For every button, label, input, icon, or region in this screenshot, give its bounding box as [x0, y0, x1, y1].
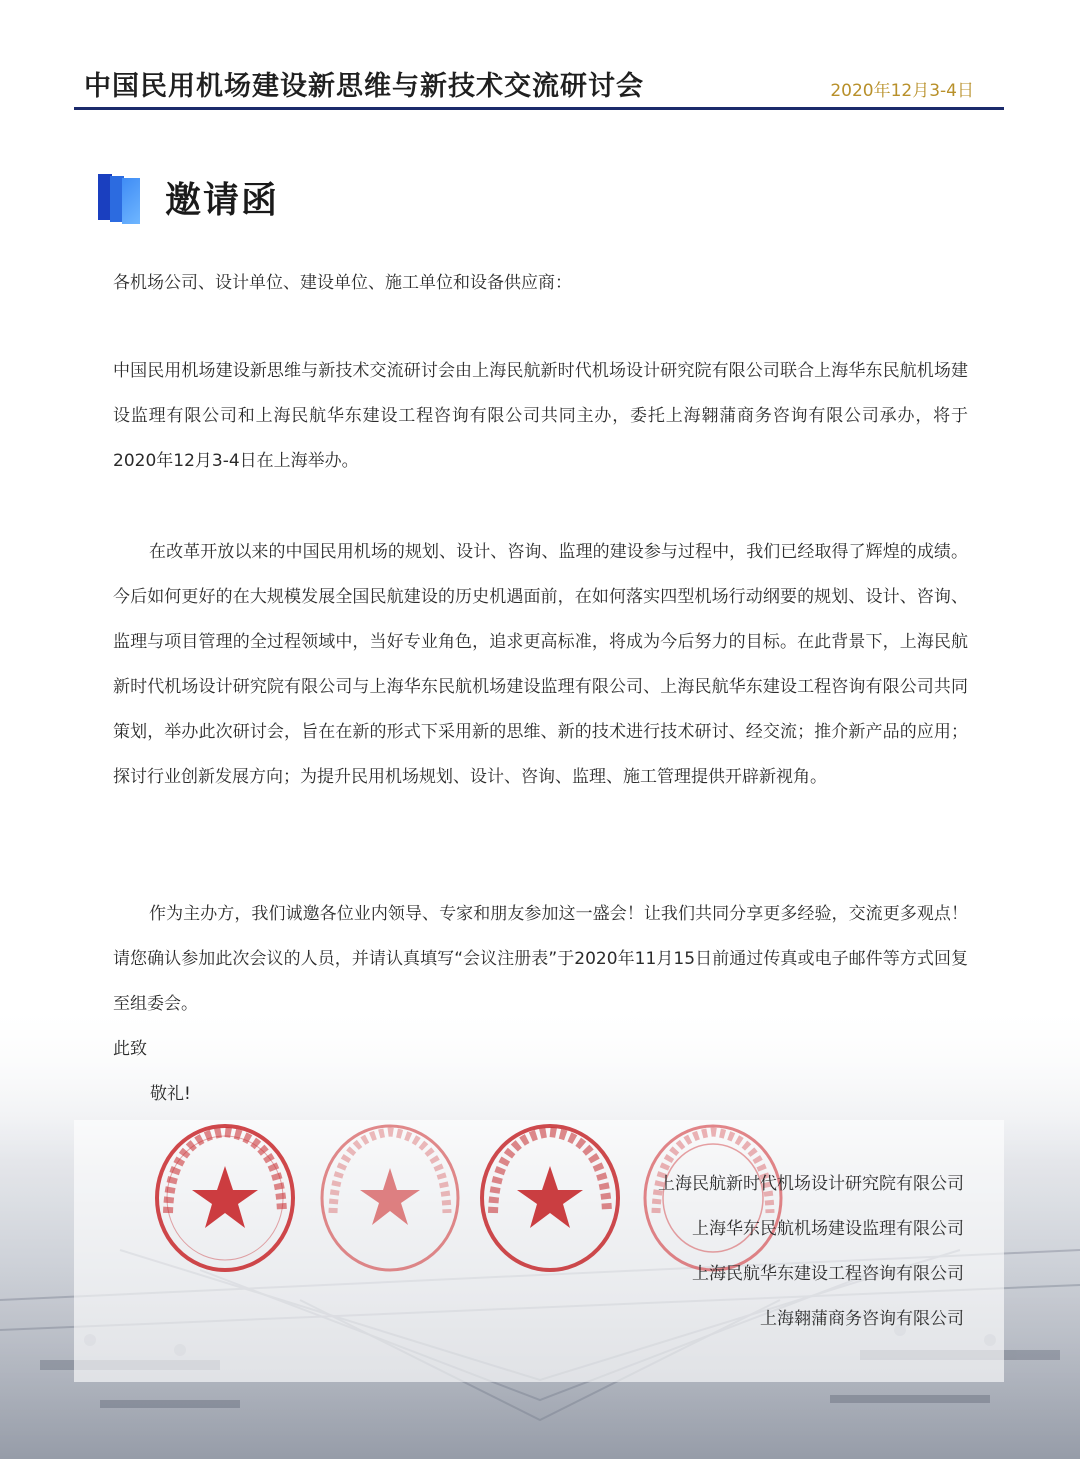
conference-date: 2020年12月3-4日: [830, 81, 974, 101]
closing-line-2: 敬礼!: [150, 1084, 191, 1104]
organizer-2: 上海华东民航机场建设监理有限公司: [692, 1219, 964, 1239]
seal-2-icon: [315, 1118, 465, 1278]
paragraph-1: 中国民用机场建设新思维与新技术交流研讨会由上海民航新时代机场设计研究院有限公司联合上海华东民航机场建设监理有限公司和上海民航华东建设工程咨询有限公司共同主办，委托上海翱蒲商务咨询有限公司承办，将于2020年12月3-4日在上海举办。: [113, 361, 968, 471]
organizer-1: 上海民航新时代机场设计研究院有限公司: [658, 1174, 964, 1194]
organizer-4: 上海翱蒲商务咨询有限公司: [760, 1309, 964, 1329]
conference-title: 中国民用机场建设新思维与新技术交流研讨会: [84, 71, 644, 102]
paragraph-3: 作为主办方，我们诚邀各位业内领导、专家和朋友参加这一盛会！让我们共同分享更多经验，交流更多观点！请您确认参加此次会议的人员，并请认真填写“会议注册表”于2020年11月15日前通过传真或电子邮件等方式回复至组委会。: [113, 904, 968, 1014]
title-decoration-icon: [98, 172, 150, 222]
closing-line-1: 此致: [113, 1039, 147, 1059]
paragraph-2: 在改革开放以来的中国民用机场的规划、设计、咨询、监理的建设参与过程中，我们已经取得了辉煌的成绩。今后如何更好的在大规模发展全国民航建设的历史机遇面前，在如何落实四型机场行动纲要的规划、设计、咨询、监理与项目管理的全过程领域中，当好专业角色，追求更高标准，将成为今后努力的目标。在此背景下，上海民航新时代机场设计研究院有限公司与上海华东民航机场建设监理有限公司、上海民航华东建设工程咨询有限公司共同策划，举办此次研讨会，旨在在新的形式下采用新的思维、新的技术进行技术研讨、经交流；推介新产品的应用；探讨行业创新发展方向；为提升民用机场规划、设计、咨询、监理、施工管理提供开辟新视角。: [113, 542, 968, 787]
official-seals: [150, 1118, 650, 1288]
header-divider: [74, 107, 1004, 110]
document-title: 邀请函: [165, 180, 280, 221]
organizer-3: 上海民航华东建设工程咨询有限公司: [692, 1264, 964, 1284]
salutation: 各机场公司、设计单位、建设单位、施工单位和设备供应商：: [113, 273, 572, 293]
organizer-list: [658, 1162, 964, 1342]
seal-3-icon: [475, 1118, 625, 1278]
seal-1-icon: [150, 1118, 300, 1278]
